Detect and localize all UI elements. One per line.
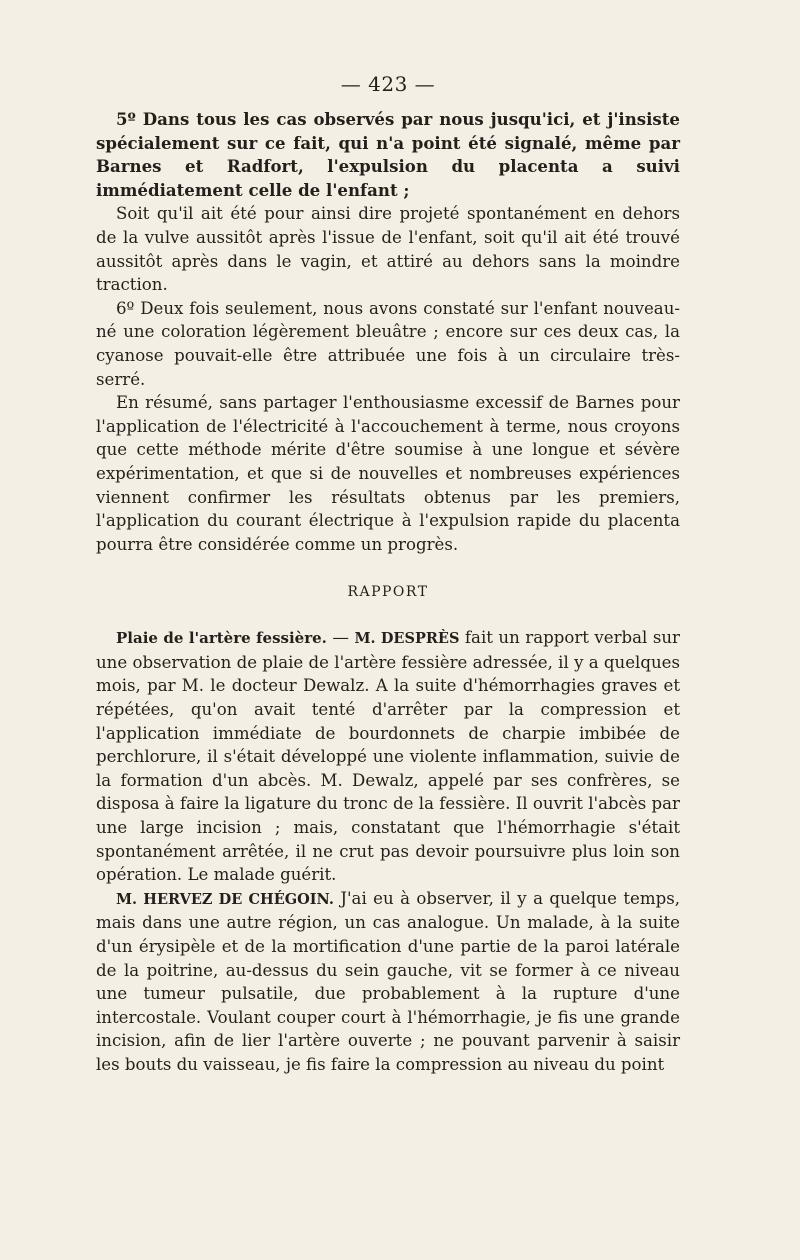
report-dash: — <box>326 628 355 648</box>
page-number: — 423 — <box>340 72 436 96</box>
paragraph-point-6: 6º Deux fois seulement, nous avons constaté sur l'enfant nouveau-né une coloration légèrement bleuâtre ; encore sur ces deux cas, la cyanose pouvait-elle être attribuée une fois à un circulaire très-serré. <box>96 298 680 389</box>
paragraph-summary: En résumé, sans partager l'enthousiasme excessif de Barnes pour l'application de l'électricité à l'accouchement à terme, nous croyons que cette méthode mérite d'être soumise à une longue et sévère expérimentation, et que si de nouvelles et nombreuses expériences viennent confirmer les résultats obtenus par les premiers, l'application du courant électrique à l'expulsion rapide du placenta pourra être considérée comme un progrès. <box>96 393 680 554</box>
reply-text: J'ai eu à observer, il y a quelque temps, mais dans une autre région, un cas analogue. Un malade, à la suite d'un érysipèle et de la mortification d'une partie de la paroi latérale de la poitrine, au-dessus du sein gauche, vit se former à ce niveau une tumeur pulsatile, due probablement à la rupture d'une intercostale. Voulant couper court à l'hémorrhagie, je fis une grande incision, afin de lier l'artère ouverte ; ne pouvant parvenir à saisir les bouts du vaisseau, je fis faire la compression au niveau du point <box>96 888 680 1074</box>
paragraph-point-5: 5º Dans tous les cas observés par nous jusqu'ici, et j'insiste spécialement sur ce fait, qui n'a point été signalé, même par Barnes et Radfort, l'expulsion du placenta a suivi immédiatement celle de l'enfant ; <box>96 109 680 200</box>
report-text: fait un rapport verbal sur une observation de plaie de l'artère fessière adressée, il y a quelques mois, par M. le docteur Dewalz. A la suite d'hémorrhagies graves et répétées, qu'on avait tenté d'arrêter par la compression et l'application immédiate de bourdonnets de charpie imbibée de perchlorure, il s'était développé une violente inflammation, suivie de la formation d'un abcès. M. Dewalz, appelé par ses confrères, se disposa à faire la ligature du tronc de la fessière. Il ouvrit l'abcès par une large incision ; mais, constatant que l'hémorrhagie s'était spontanément arrêtée, il ne crut pas devoir poursuivre plus loin son opération. Le malade guérit. <box>96 628 680 885</box>
reply-paragraph <box>96 887 680 1077</box>
report-paragraph <box>96 626 680 887</box>
reply-speaker: M. HERVEZ DE CHÉGOIN. <box>116 890 334 908</box>
paragraph-placenta-expulsion: Soit qu'il ait été pour ainsi dire projeté spontanément en dehors de la vulve aussitôt après l'issue de l'enfant, soit qu'il ait été trouvé aussitôt après dans le vagin, et attiré au dehors sans la moindre traction. <box>96 204 680 295</box>
section-title: RAPPORT <box>347 584 429 601</box>
document-page <box>96 64 680 1077</box>
report-speaker: M. DESPRÈS <box>354 630 460 648</box>
report-heading: Plaie de l'artère fessière. <box>116 629 327 648</box>
